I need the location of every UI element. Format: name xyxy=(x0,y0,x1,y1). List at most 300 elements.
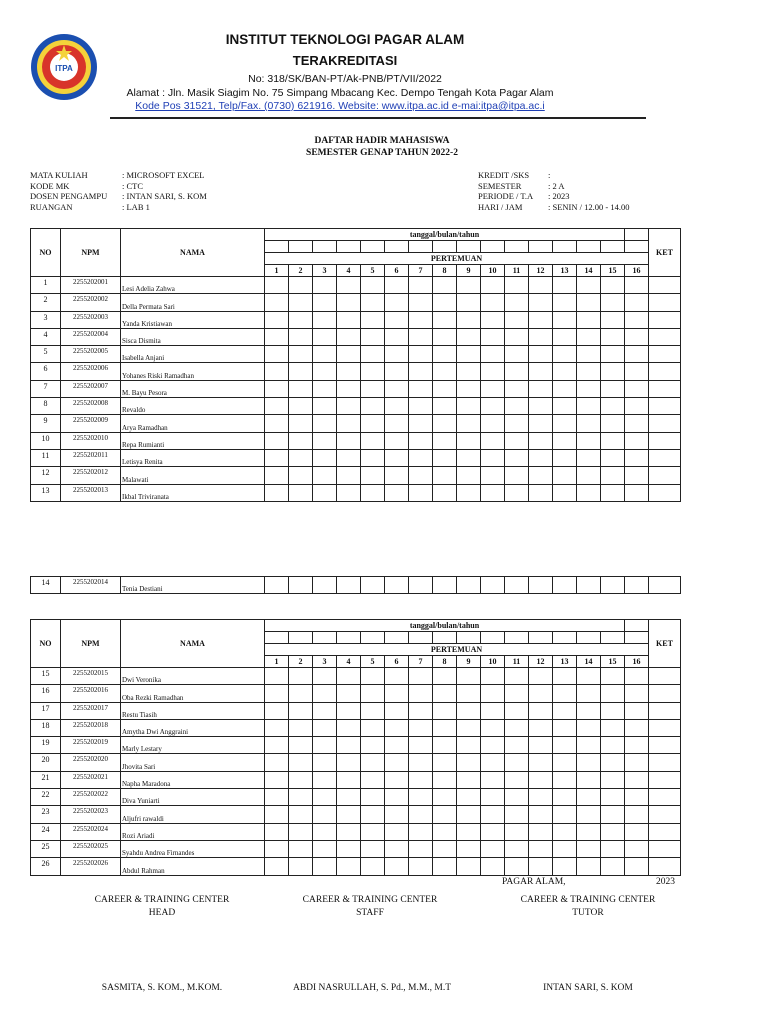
attendance-cell[interactable] xyxy=(457,577,481,594)
date-cell[interactable] xyxy=(385,241,409,253)
attendance-cell[interactable] xyxy=(505,823,529,840)
attendance-cell[interactable] xyxy=(601,823,625,840)
attendance-cell[interactable] xyxy=(553,432,577,449)
attendance-cell[interactable] xyxy=(553,823,577,840)
attendance-cell[interactable] xyxy=(529,363,553,380)
attendance-cell[interactable] xyxy=(457,294,481,311)
attendance-cell[interactable] xyxy=(505,858,529,875)
attendance-cell[interactable] xyxy=(553,380,577,397)
attendance-cell[interactable] xyxy=(265,719,289,736)
attendance-cell[interactable] xyxy=(553,719,577,736)
attendance-cell[interactable] xyxy=(265,840,289,857)
attendance-cell[interactable] xyxy=(313,737,337,754)
date-cell[interactable] xyxy=(505,632,529,644)
attendance-cell[interactable] xyxy=(529,346,553,363)
attendance-cell[interactable] xyxy=(505,415,529,432)
attendance-cell[interactable] xyxy=(625,754,649,771)
attendance-cell[interactable] xyxy=(505,311,529,328)
attendance-cell[interactable] xyxy=(361,328,385,345)
attendance-cell[interactable] xyxy=(505,737,529,754)
attendance-cell[interactable] xyxy=(409,577,433,594)
attendance-cell[interactable] xyxy=(313,685,337,702)
attendance-cell[interactable] xyxy=(553,685,577,702)
attendance-cell[interactable] xyxy=(529,294,553,311)
attendance-cell[interactable] xyxy=(601,789,625,806)
attendance-cell[interactable] xyxy=(481,668,505,685)
attendance-cell[interactable] xyxy=(625,737,649,754)
attendance-cell[interactable] xyxy=(265,702,289,719)
attendance-cell[interactable] xyxy=(265,294,289,311)
attendance-cell[interactable] xyxy=(553,311,577,328)
attendance-cell[interactable] xyxy=(601,577,625,594)
date-cell[interactable] xyxy=(289,241,313,253)
attendance-cell[interactable] xyxy=(457,771,481,788)
attendance-cell[interactable] xyxy=(361,823,385,840)
attendance-cell[interactable] xyxy=(529,449,553,466)
attendance-cell[interactable] xyxy=(505,467,529,484)
attendance-cell[interactable] xyxy=(577,294,601,311)
attendance-cell[interactable] xyxy=(529,719,553,736)
attendance-cell[interactable] xyxy=(337,363,361,380)
ket-cell[interactable] xyxy=(649,449,681,466)
attendance-cell[interactable] xyxy=(313,719,337,736)
date-cell[interactable] xyxy=(433,241,457,253)
attendance-cell[interactable] xyxy=(601,806,625,823)
ket-cell[interactable] xyxy=(649,702,681,719)
attendance-cell[interactable] xyxy=(337,577,361,594)
attendance-cell[interactable] xyxy=(313,668,337,685)
attendance-cell[interactable] xyxy=(361,432,385,449)
attendance-cell[interactable] xyxy=(529,685,553,702)
attendance-cell[interactable] xyxy=(457,346,481,363)
ket-cell[interactable] xyxy=(649,467,681,484)
attendance-cell[interactable] xyxy=(625,277,649,294)
attendance-cell[interactable] xyxy=(289,754,313,771)
attendance-cell[interactable] xyxy=(625,771,649,788)
attendance-cell[interactable] xyxy=(505,484,529,501)
attendance-cell[interactable] xyxy=(625,432,649,449)
attendance-cell[interactable] xyxy=(481,363,505,380)
attendance-cell[interactable] xyxy=(409,823,433,840)
attendance-cell[interactable] xyxy=(505,668,529,685)
attendance-cell[interactable] xyxy=(505,789,529,806)
attendance-cell[interactable] xyxy=(529,840,553,857)
attendance-cell[interactable] xyxy=(337,432,361,449)
attendance-cell[interactable] xyxy=(577,685,601,702)
ket-cell[interactable] xyxy=(649,806,681,823)
attendance-cell[interactable] xyxy=(553,737,577,754)
attendance-cell[interactable] xyxy=(553,806,577,823)
attendance-cell[interactable] xyxy=(385,328,409,345)
attendance-cell[interactable] xyxy=(577,719,601,736)
attendance-cell[interactable] xyxy=(265,754,289,771)
attendance-cell[interactable] xyxy=(577,380,601,397)
ket-cell[interactable] xyxy=(649,823,681,840)
attendance-cell[interactable] xyxy=(481,823,505,840)
attendance-cell[interactable] xyxy=(529,432,553,449)
attendance-cell[interactable] xyxy=(337,484,361,501)
attendance-cell[interactable] xyxy=(361,840,385,857)
attendance-cell[interactable] xyxy=(457,363,481,380)
attendance-cell[interactable] xyxy=(361,771,385,788)
attendance-cell[interactable] xyxy=(481,484,505,501)
attendance-cell[interactable] xyxy=(553,277,577,294)
attendance-cell[interactable] xyxy=(529,823,553,840)
attendance-cell[interactable] xyxy=(265,328,289,345)
attendance-cell[interactable] xyxy=(433,346,457,363)
date-cell[interactable] xyxy=(361,632,385,644)
attendance-cell[interactable] xyxy=(577,328,601,345)
attendance-cell[interactable] xyxy=(625,398,649,415)
attendance-cell[interactable] xyxy=(385,668,409,685)
attendance-cell[interactable] xyxy=(505,719,529,736)
attendance-cell[interactable] xyxy=(409,685,433,702)
attendance-cell[interactable] xyxy=(457,415,481,432)
attendance-cell[interactable] xyxy=(625,806,649,823)
attendance-cell[interactable] xyxy=(457,484,481,501)
date-cell[interactable] xyxy=(505,241,529,253)
attendance-cell[interactable] xyxy=(289,702,313,719)
date-cell[interactable] xyxy=(265,241,289,253)
attendance-cell[interactable] xyxy=(313,823,337,840)
attendance-cell[interactable] xyxy=(289,771,313,788)
date-cell[interactable] xyxy=(289,632,313,644)
attendance-cell[interactable] xyxy=(529,737,553,754)
attendance-cell[interactable] xyxy=(529,577,553,594)
attendance-cell[interactable] xyxy=(553,363,577,380)
attendance-cell[interactable] xyxy=(433,398,457,415)
attendance-cell[interactable] xyxy=(505,806,529,823)
attendance-cell[interactable] xyxy=(481,311,505,328)
attendance-cell[interactable] xyxy=(577,702,601,719)
date-cell[interactable] xyxy=(361,241,385,253)
attendance-cell[interactable] xyxy=(313,702,337,719)
attendance-cell[interactable] xyxy=(601,858,625,875)
attendance-cell[interactable] xyxy=(577,823,601,840)
attendance-cell[interactable] xyxy=(505,380,529,397)
attendance-cell[interactable] xyxy=(409,806,433,823)
attendance-cell[interactable] xyxy=(337,398,361,415)
attendance-cell[interactable] xyxy=(409,467,433,484)
attendance-cell[interactable] xyxy=(625,467,649,484)
ket-cell[interactable] xyxy=(649,363,681,380)
attendance-cell[interactable] xyxy=(481,858,505,875)
attendance-cell[interactable] xyxy=(409,484,433,501)
attendance-cell[interactable] xyxy=(577,668,601,685)
attendance-cell[interactable] xyxy=(289,858,313,875)
date-cell[interactable] xyxy=(313,632,337,644)
attendance-cell[interactable] xyxy=(433,685,457,702)
attendance-cell[interactable] xyxy=(265,668,289,685)
attendance-cell[interactable] xyxy=(433,789,457,806)
attendance-cell[interactable] xyxy=(553,577,577,594)
attendance-cell[interactable] xyxy=(313,467,337,484)
attendance-cell[interactable] xyxy=(577,806,601,823)
attendance-cell[interactable] xyxy=(433,823,457,840)
date-cell[interactable] xyxy=(337,632,361,644)
attendance-cell[interactable] xyxy=(505,398,529,415)
attendance-cell[interactable] xyxy=(481,346,505,363)
date-cell[interactable] xyxy=(481,241,505,253)
attendance-cell[interactable] xyxy=(529,328,553,345)
attendance-cell[interactable] xyxy=(505,294,529,311)
attendance-cell[interactable] xyxy=(337,806,361,823)
attendance-cell[interactable] xyxy=(385,702,409,719)
attendance-cell[interactable] xyxy=(409,719,433,736)
ket-cell[interactable] xyxy=(649,771,681,788)
attendance-cell[interactable] xyxy=(385,415,409,432)
attendance-cell[interactable] xyxy=(361,311,385,328)
attendance-cell[interactable] xyxy=(529,702,553,719)
attendance-cell[interactable] xyxy=(409,398,433,415)
attendance-cell[interactable] xyxy=(385,840,409,857)
attendance-cell[interactable] xyxy=(361,380,385,397)
attendance-cell[interactable] xyxy=(457,685,481,702)
attendance-cell[interactable] xyxy=(553,467,577,484)
attendance-cell[interactable] xyxy=(313,754,337,771)
attendance-cell[interactable] xyxy=(577,346,601,363)
attendance-cell[interactable] xyxy=(625,858,649,875)
attendance-cell[interactable] xyxy=(433,719,457,736)
date-cell[interactable] xyxy=(577,632,601,644)
date-cell[interactable] xyxy=(553,632,577,644)
attendance-cell[interactable] xyxy=(505,754,529,771)
attendance-cell[interactable] xyxy=(481,415,505,432)
attendance-cell[interactable] xyxy=(313,432,337,449)
attendance-cell[interactable] xyxy=(265,363,289,380)
attendance-cell[interactable] xyxy=(601,328,625,345)
attendance-cell[interactable] xyxy=(409,294,433,311)
attendance-cell[interactable] xyxy=(433,840,457,857)
attendance-cell[interactable] xyxy=(361,668,385,685)
attendance-cell[interactable] xyxy=(385,737,409,754)
attendance-cell[interactable] xyxy=(505,577,529,594)
ket-cell[interactable] xyxy=(649,840,681,857)
attendance-cell[interactable] xyxy=(433,328,457,345)
attendance-cell[interactable] xyxy=(505,328,529,345)
attendance-cell[interactable] xyxy=(313,363,337,380)
attendance-cell[interactable] xyxy=(553,294,577,311)
attendance-cell[interactable] xyxy=(289,577,313,594)
attendance-cell[interactable] xyxy=(481,294,505,311)
attendance-cell[interactable] xyxy=(625,823,649,840)
attendance-cell[interactable] xyxy=(337,823,361,840)
attendance-cell[interactable] xyxy=(457,754,481,771)
attendance-cell[interactable] xyxy=(289,719,313,736)
attendance-cell[interactable] xyxy=(337,719,361,736)
attendance-cell[interactable] xyxy=(313,311,337,328)
attendance-cell[interactable] xyxy=(337,789,361,806)
attendance-cell[interactable] xyxy=(481,840,505,857)
attendance-cell[interactable] xyxy=(625,685,649,702)
attendance-cell[interactable] xyxy=(289,823,313,840)
attendance-cell[interactable] xyxy=(505,771,529,788)
attendance-cell[interactable] xyxy=(265,380,289,397)
ket-cell[interactable] xyxy=(649,754,681,771)
date-cell[interactable] xyxy=(457,632,481,644)
attendance-cell[interactable] xyxy=(577,737,601,754)
attendance-cell[interactable] xyxy=(289,789,313,806)
attendance-cell[interactable] xyxy=(289,277,313,294)
attendance-cell[interactable] xyxy=(457,398,481,415)
attendance-cell[interactable] xyxy=(337,668,361,685)
attendance-cell[interactable] xyxy=(313,449,337,466)
date-cell[interactable] xyxy=(337,241,361,253)
attendance-cell[interactable] xyxy=(361,702,385,719)
attendance-cell[interactable] xyxy=(385,467,409,484)
attendance-cell[interactable] xyxy=(289,840,313,857)
attendance-cell[interactable] xyxy=(625,789,649,806)
attendance-cell[interactable] xyxy=(385,277,409,294)
attendance-cell[interactable] xyxy=(577,771,601,788)
attendance-cell[interactable] xyxy=(505,449,529,466)
attendance-cell[interactable] xyxy=(337,754,361,771)
attendance-cell[interactable] xyxy=(313,840,337,857)
attendance-cell[interactable] xyxy=(409,754,433,771)
attendance-cell[interactable] xyxy=(337,311,361,328)
attendance-cell[interactable] xyxy=(601,432,625,449)
attendance-cell[interactable] xyxy=(433,858,457,875)
attendance-cell[interactable] xyxy=(409,363,433,380)
attendance-cell[interactable] xyxy=(601,702,625,719)
attendance-cell[interactable] xyxy=(457,449,481,466)
attendance-cell[interactable] xyxy=(457,806,481,823)
attendance-cell[interactable] xyxy=(289,328,313,345)
attendance-cell[interactable] xyxy=(601,311,625,328)
attendance-cell[interactable] xyxy=(313,789,337,806)
attendance-cell[interactable] xyxy=(385,719,409,736)
attendance-cell[interactable] xyxy=(625,484,649,501)
attendance-cell[interactable] xyxy=(313,858,337,875)
attendance-cell[interactable] xyxy=(601,449,625,466)
attendance-cell[interactable] xyxy=(289,380,313,397)
attendance-cell[interactable] xyxy=(289,432,313,449)
attendance-cell[interactable] xyxy=(409,840,433,857)
attendance-cell[interactable] xyxy=(265,467,289,484)
attendance-cell[interactable] xyxy=(385,380,409,397)
attendance-cell[interactable] xyxy=(601,294,625,311)
attendance-cell[interactable] xyxy=(553,702,577,719)
attendance-cell[interactable] xyxy=(601,380,625,397)
attendance-cell[interactable] xyxy=(433,380,457,397)
attendance-cell[interactable] xyxy=(481,432,505,449)
attendance-cell[interactable] xyxy=(601,754,625,771)
attendance-cell[interactable] xyxy=(481,806,505,823)
attendance-cell[interactable] xyxy=(577,415,601,432)
attendance-cell[interactable] xyxy=(433,363,457,380)
attendance-cell[interactable] xyxy=(289,668,313,685)
attendance-cell[interactable] xyxy=(313,415,337,432)
date-cell[interactable] xyxy=(529,632,553,644)
attendance-cell[interactable] xyxy=(601,467,625,484)
ket-cell[interactable] xyxy=(649,858,681,875)
attendance-cell[interactable] xyxy=(337,702,361,719)
attendance-cell[interactable] xyxy=(433,449,457,466)
attendance-cell[interactable] xyxy=(553,328,577,345)
attendance-cell[interactable] xyxy=(457,702,481,719)
attendance-cell[interactable] xyxy=(313,294,337,311)
attendance-cell[interactable] xyxy=(337,737,361,754)
attendance-cell[interactable] xyxy=(601,398,625,415)
attendance-cell[interactable] xyxy=(409,789,433,806)
attendance-cell[interactable] xyxy=(313,328,337,345)
attendance-cell[interactable] xyxy=(457,380,481,397)
attendance-cell[interactable] xyxy=(409,380,433,397)
attendance-cell[interactable] xyxy=(625,449,649,466)
ket-cell[interactable] xyxy=(649,668,681,685)
attendance-cell[interactable] xyxy=(409,346,433,363)
attendance-cell[interactable] xyxy=(625,668,649,685)
ket-cell[interactable] xyxy=(649,277,681,294)
attendance-cell[interactable] xyxy=(481,398,505,415)
attendance-cell[interactable] xyxy=(361,754,385,771)
attendance-cell[interactable] xyxy=(601,363,625,380)
attendance-cell[interactable] xyxy=(457,823,481,840)
attendance-cell[interactable] xyxy=(529,311,553,328)
attendance-cell[interactable] xyxy=(577,840,601,857)
attendance-cell[interactable] xyxy=(433,311,457,328)
attendance-cell[interactable] xyxy=(529,771,553,788)
attendance-cell[interactable] xyxy=(433,294,457,311)
attendance-cell[interactable] xyxy=(385,449,409,466)
attendance-cell[interactable] xyxy=(385,311,409,328)
attendance-cell[interactable] xyxy=(361,789,385,806)
attendance-cell[interactable] xyxy=(577,577,601,594)
date-cell[interactable] xyxy=(601,241,625,253)
attendance-cell[interactable] xyxy=(601,346,625,363)
attendance-cell[interactable] xyxy=(433,771,457,788)
attendance-cell[interactable] xyxy=(625,363,649,380)
attendance-cell[interactable] xyxy=(361,363,385,380)
attendance-cell[interactable] xyxy=(553,754,577,771)
attendance-cell[interactable] xyxy=(337,858,361,875)
attendance-cell[interactable] xyxy=(289,294,313,311)
attendance-cell[interactable] xyxy=(577,363,601,380)
attendance-cell[interactable] xyxy=(385,754,409,771)
attendance-cell[interactable] xyxy=(457,668,481,685)
date-cell[interactable] xyxy=(385,632,409,644)
ket-cell[interactable] xyxy=(649,577,681,594)
attendance-cell[interactable] xyxy=(433,702,457,719)
attendance-cell[interactable] xyxy=(601,415,625,432)
attendance-cell[interactable] xyxy=(553,346,577,363)
attendance-cell[interactable] xyxy=(409,328,433,345)
attendance-cell[interactable] xyxy=(289,415,313,432)
attendance-cell[interactable] xyxy=(505,363,529,380)
attendance-cell[interactable] xyxy=(553,840,577,857)
attendance-cell[interactable] xyxy=(385,685,409,702)
date-cell[interactable] xyxy=(265,632,289,644)
attendance-cell[interactable] xyxy=(361,467,385,484)
attendance-cell[interactable] xyxy=(361,484,385,501)
attendance-cell[interactable] xyxy=(265,685,289,702)
attendance-cell[interactable] xyxy=(625,577,649,594)
attendance-cell[interactable] xyxy=(409,432,433,449)
attendance-cell[interactable] xyxy=(265,484,289,501)
attendance-cell[interactable] xyxy=(481,467,505,484)
attendance-cell[interactable] xyxy=(385,398,409,415)
date-cell[interactable] xyxy=(529,241,553,253)
ket-cell[interactable] xyxy=(649,432,681,449)
attendance-cell[interactable] xyxy=(289,311,313,328)
attendance-cell[interactable] xyxy=(409,277,433,294)
attendance-cell[interactable] xyxy=(577,858,601,875)
attendance-cell[interactable] xyxy=(313,577,337,594)
attendance-cell[interactable] xyxy=(601,737,625,754)
attendance-cell[interactable] xyxy=(313,380,337,397)
attendance-cell[interactable] xyxy=(361,398,385,415)
attendance-cell[interactable] xyxy=(265,737,289,754)
